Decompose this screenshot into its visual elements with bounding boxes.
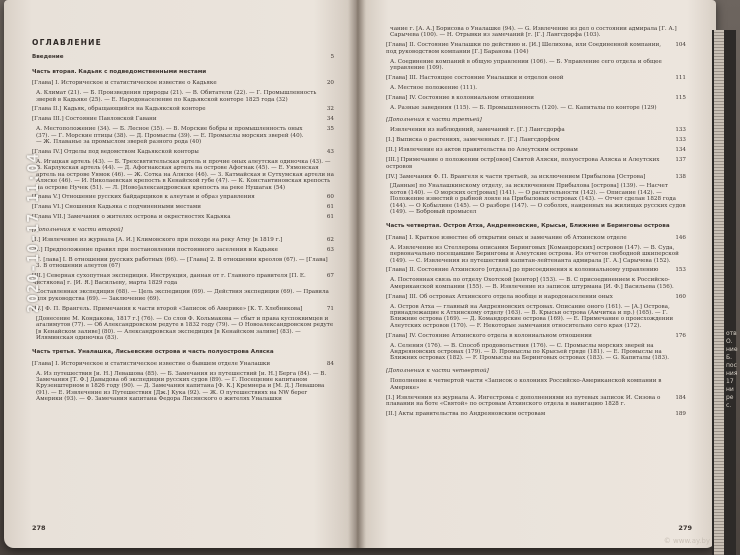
toc-subentry	[386, 343, 686, 362]
toc-subentry	[32, 371, 334, 403]
book-gutter	[348, 0, 366, 548]
watermark: © www.ay.by	[663, 537, 710, 545]
entry-page-number: 115	[675, 94, 686, 101]
entry-text: [Глава] IV. Состояние в колониальном отношении	[386, 94, 534, 101]
entry-text: А. Из путешествия [и. Н.] Левашова (85). — Б. Замечания из путешествий [и. Н.] Берга (84). — В. Замечания [Т. Ф.] Давыдова об экспедиции русских судов (89). — Г. Посещение капитаном Крузенштерном в 1826 году (90). — Д. Замечания капитана [Ф. К.] Кремнера и [М. Д.] Левашова (91). — Е. Извлечение из Путешествия [Дж.] Кука (92). — Ж. О путешествиях на NW берег Америки (93). — Ф. Замечания капитана Федора Лисянского о жителях Уналашки	[36, 370, 327, 403]
entry-page-number: 43	[326, 148, 334, 155]
entry-text: [Глава III.] Состояние Павловской Гавани	[32, 116, 157, 123]
edge-fragment: О.	[726, 338, 733, 345]
toc-entry	[386, 157, 686, 170]
toc-entry	[32, 214, 334, 220]
toc-entry	[386, 333, 686, 339]
toc-entry	[32, 80, 334, 86]
page-edges	[714, 30, 724, 555]
left-page-number: 278	[32, 524, 46, 532]
entry-page-number: 176	[675, 332, 686, 339]
entry-text: [Глава] II. Состояние Атхинского [отдела] до присоединения к колониальному управлению	[386, 267, 659, 274]
left-entries	[32, 54, 334, 402]
entry-text: А. Климат (21). — Б. Произведения природы (21). — В. Обитатели (22). — Г. Промышленность зверей в Кадьяке (25). — Е. Народонаселение по Кадьякской конторе 1825 года (32)	[36, 90, 317, 103]
entry-text: [Данные] по Уналашкинскому отделу, за исключением Прибылова [острова] (139). — Насчет котов (140). — О морских ост[ровах] (141). — О растительности (142). — Описание (142). — Положение известий о рыбной ловле на Прибыловых островах (143). — Отчет сделан 1828 года (144). — О Кобылине (145). — О разборе (147). — О соболях, наиденных на жилищах русских судов (149). — Бобровый промысел	[390, 183, 686, 216]
entry-text: А. Остров Атха — главный на Андреяновских островах. Описание оного (161). — [А.] Острова, принадлежащие к Атхинскому отделу (163). — В. Крысьи острова (Амчитка и пр.) (165). — Г. Ближние острова (169). — Д. Командорские острова (169). — Е. Примечание о происхождении Алеутских островов (170). — F. Некоторые замечания относительно сего края (172).	[390, 303, 674, 329]
entry-text: [IV.] Ф. П. Врангель. Примечания к части второй «Записок об Америке» [К. Т. Хлебникова]	[32, 305, 303, 312]
entry-page-number: 133	[675, 127, 686, 134]
entry-page-number: 134	[675, 147, 686, 154]
entry-page-number: 34	[326, 116, 334, 123]
entry-page-number: 133	[675, 137, 686, 144]
toc-entry	[386, 411, 686, 417]
part-heading: Часть третья. Уналашка, Лисьевские острова и часть полуострова Аляска	[32, 349, 274, 356]
entry-text: [Глава] III. Настоящее состояние Уналашки и отделов оной	[386, 74, 564, 81]
entry-page-number: 20	[326, 80, 334, 87]
entry-text: [Глава] I. Историческое и статистическое известие о бывшем отделе Уналашки	[32, 360, 271, 367]
part-heading: Часть четвертая. Остров Атха, Андреяновские, Крысьи, Ближние и Беринговы острова	[386, 223, 670, 230]
entry-text: чание г. [А. А.] Борисова о Уналашке (94). — G. Извлечение из дел о состоянии адмирала [Г. А.] Сарычева (100). — Н. Отрывки из замечаний [г. [Г.] Лангсдорфа (103).	[390, 26, 677, 39]
toc-subentry	[386, 277, 686, 290]
edge-fragment: пос	[726, 362, 737, 369]
toc-subentry	[386, 85, 686, 91]
toc-subentry	[32, 257, 334, 270]
toc-entry	[32, 247, 334, 253]
entry-page-number: 61	[326, 214, 334, 221]
toc-subentry	[32, 316, 334, 342]
entry-text: [I.] Извлечение из журнала [А. И.] Климовского при походе на реку Атну [в 1819 г.]	[32, 237, 283, 244]
right-page-number: 279	[678, 524, 692, 532]
entry-text: А. Местоположение (34). — Б. Лесное (35). — В. Морские бобры и промышленность оных (37). — Г. Морские птицы (38). — Д. Промыслы (39). — Е. Промыслы морских зверей (40). — Ж. Плаванье за промыслом зверей разного рода (40)	[36, 126, 304, 146]
edge-fragment: ре	[726, 394, 734, 401]
toc-entry	[32, 306, 334, 312]
left-toc	[32, 40, 334, 406]
supplement-heading: [Дополнения к части третьей]	[386, 117, 482, 124]
entry-text: [III.] Примечание о положении остр[овов] Святой Аляски, полуострова Аляска и Алеутских островов	[386, 157, 660, 170]
toc-subentry	[32, 159, 334, 191]
entry-page-number: 32	[326, 106, 334, 113]
entry-text: А. Селения (176). — В. Способ продовольствия (176). — С. Промыслы морских зверей на Андреяновских островах (179). — D. Промыслы по Крысьей гряде (181). — Е. Промыслы на Ближних островах (182). — F. Промыслы на Беринговых островах (183). — G. Капиталы (183).	[390, 342, 670, 362]
toc-subentry	[386, 378, 686, 391]
toc-entry	[386, 267, 686, 273]
toc-subentry	[386, 304, 686, 330]
entry-text: А. Игацкая артель (43). — Б. Трехсвятительская артель и прочие оных алеутская одиночка (43). — В. Карлукская артель (44). — Д. Афогнакская артель на острове Афогнак (45). — Е. Уямонская артель на острове Уямок (46). — Ж. Сотка на Аляске (46). — З. Катмайская и Сутхумская артели на Аляске (46). — И. Николаевская крепость в Кенайской губе (47). — К. Константиновская крепость на острове Нучек (51). — Л. [Ново]александровская крепость на реке Нушагак (54)	[36, 158, 334, 191]
toc-entry	[32, 106, 334, 112]
toc-entry	[32, 116, 334, 122]
entry-text: [I.] Выписка о растениях, замеченных г. [Г.] Лангсдорфом	[386, 137, 560, 144]
entry-text: А. Извлечение из Стеллерова описания Беринговых [Командорских] островов (147). — В. Суда, первоначально посещавшие Беринговы и Алеутские острова. Из отчетов свободной шкиперской (149). — С. Извлечения из путешествий капитан-лейтенанта адмирала [Г. А.] Сарычева (152).	[390, 244, 679, 264]
entry-text: А. Разные заведения (115). — Б. Промышленность (120). — С. Капиталы по конторе (129)	[390, 104, 657, 111]
entry-text: [Глава] IV. Состояние Атхинского отдела в колониальном отношении	[386, 332, 592, 339]
left-page	[4, 0, 356, 548]
edge-fragment: ние	[726, 346, 738, 353]
entry-page-number: 60	[326, 194, 334, 201]
entry-page-number: 84	[326, 360, 334, 367]
entry-page-number: 61	[326, 204, 334, 211]
supplement-heading: [Дополнения к части второй]	[32, 226, 123, 233]
edge-fragment: Б.	[726, 354, 733, 361]
photo-timestamp: 2020-10-17 11:04	[24, 152, 42, 313]
entry-text: [II.] Извлечение из актов правительства по Алеутским островам	[386, 147, 578, 154]
toc-subentry	[386, 59, 686, 72]
entry-page-number: 71	[326, 305, 334, 312]
right-entries	[386, 26, 686, 417]
entry-page-number: 104	[675, 42, 686, 49]
toc-subentry	[386, 245, 686, 264]
toc-subentry	[32, 289, 334, 302]
entry-text: А. Соединение компаний в общую управлении (106). — Б. Управление сего отдела и общее управление (109).	[390, 58, 662, 72]
entry-text: [Глава] III. Об островах Атхинского отдела вообще и народонаселении оных	[386, 293, 613, 300]
toc-entry	[32, 194, 334, 200]
entry-page-number: 35	[326, 126, 334, 133]
entry-page-number: 67	[326, 273, 334, 280]
entry-text: А. Постоянная связь по отделу Охотской [контор] (153). — В. С присоединением к Российско-Американской компании (155). — В. Извлечение из записок штурмана [И. Ф.] Васильева (156).	[390, 277, 674, 290]
toc-subentry	[386, 105, 686, 111]
entry-page-number: 153	[675, 267, 686, 274]
entry-page-number: 5	[330, 54, 334, 61]
edge-fragment: ния	[726, 370, 738, 377]
toc-entry	[386, 174, 686, 180]
toc-entry	[32, 237, 334, 243]
adjacent-book-edge	[712, 30, 736, 555]
right-page	[356, 0, 716, 548]
open-book	[4, 0, 716, 548]
toc-entry	[386, 235, 686, 241]
entry-text: [I.] Извлечения из журнала А. Ингестрома с дополнениями из путевых записок И. Сизова о плавании на боте «Святой» по островам Атхинского отдела в навигацию 1828 г.	[386, 394, 661, 407]
entry-text: [III.] Северная сухопутная экспедиция. Инструкция, данная от г. Главного правителя [П. Е. Чистякова] г. [И. Я.] Васильеву, марта 1829 года	[32, 273, 306, 286]
toc-entry	[32, 149, 334, 155]
toc-entry	[386, 75, 686, 81]
entry-text: Введение	[32, 54, 64, 61]
toc-entry	[386, 42, 686, 55]
entry-page-number: 63	[326, 246, 334, 253]
toc-title: ОГЛАВЛЕНИЕ	[32, 38, 102, 47]
entry-page-number: 160	[675, 293, 686, 300]
entry-text: Извлечения из наблюдений, замечаний г. [Г.] Лангсдорфа	[390, 127, 565, 134]
entry-text: [Глава VII.] Замечания о жителях острова и окрестностях Кадьяка	[32, 214, 231, 221]
toc-subentry	[32, 90, 334, 103]
entry-page-number: 62	[326, 237, 334, 244]
entry-page-number: 111	[675, 74, 686, 81]
toc-entry	[32, 361, 334, 367]
entry-text: [Глава VI.] Сношения Кадьяка с подчиненными местами	[32, 204, 201, 211]
entry-text: [II.] Предположение правил при постановлении постоянного заселения в Кадьяке	[32, 246, 278, 253]
supplement-heading: [Дополнения к части четвертой]	[386, 367, 489, 374]
toc-subentry	[32, 126, 334, 145]
entry-page-number: 146	[675, 234, 686, 241]
toc-subentry	[386, 127, 686, 133]
toc-entry	[386, 147, 686, 153]
entry-page-number: 138	[675, 173, 686, 180]
entry-page-number: 137	[675, 157, 686, 164]
entry-text: [Донесение М. Кондакова, 1817 г.] (76). — Со слов Ф. Кольмакова — сбыт и права куспоквимцев и агалимутов (77). — Об Александровском редуте в 1832 году (79). — О Новоалександровском редуте [в Кенайском заливе] (80). — Александровская экспедиция [в Кенайском заливе] (83). — Иляминская одиночка (83).	[36, 315, 334, 341]
part-heading: Часть вторая. Кадьяк с подведомственными местами	[32, 68, 207, 75]
entry-text: [Глава] I. Краткое известие об открытии оных и замечание об Атхинском отделе	[386, 234, 627, 241]
entry-text: Г. [лава] I. В отношении русских работных (66). — [Глава] 2. В отношении креолов (67). — [Глава] 3. В отношении алеутов (67)	[36, 256, 328, 270]
entry-text: [Глава V.] Отношение русских байдарщиков к алеутам и образ управления	[32, 194, 255, 201]
edge-fragment: 17	[726, 378, 734, 385]
edge-fragment: ни	[726, 386, 734, 393]
entry-text: [IV.] Замечания Ф. П. Врангеля к части третьей, за исключением Прибылова [Острова]	[386, 173, 646, 180]
entry-page-number: 189	[675, 410, 686, 417]
toc-entry	[386, 95, 686, 101]
toc-entry	[386, 137, 686, 143]
entry-text: Составленная экспедиция (68). — Цель экспедиции (69). — Действия экспедиции (69). — Правила для руководства (69). — Заключение (69).	[36, 289, 329, 302]
edge-fragment: с.	[726, 402, 732, 409]
entry-text: А. Местное положение (111).	[390, 84, 478, 91]
entry-text: [II.] Акты правительства по Андреяновским островам	[386, 410, 546, 417]
toc-entry-intro	[32, 54, 334, 60]
toc-entry	[386, 395, 686, 408]
entry-page-number: 184	[675, 394, 686, 401]
entry-text: [Глава] I. Историческое и статистическое известие о Кадьяке	[32, 80, 217, 87]
entry-text: Пополнение к четвертой части «Записок о колониях Российско-Американской компании в Америке»	[390, 378, 662, 391]
edge-text	[726, 330, 736, 410]
toc-subentry	[386, 183, 686, 215]
toc-entry	[386, 294, 686, 300]
toc-entry	[32, 273, 334, 286]
toc-subentry	[386, 26, 686, 39]
entry-text: [Глава II.] Кадьяк, обращающийся на Кадьякской конторе	[32, 106, 206, 113]
entry-text: [Глава] II. Состояние Уналашки по действию и. [И.] Шелихова, или Соединенной компании, под руководством компании [Г.] Баранова (104)	[386, 42, 661, 55]
right-toc	[386, 26, 686, 421]
edge-fragment: отв	[726, 330, 737, 337]
entry-text: [Глава IV.] Отделы под ведомством Кадьякской конторы	[32, 148, 199, 155]
toc-entry	[32, 204, 334, 210]
